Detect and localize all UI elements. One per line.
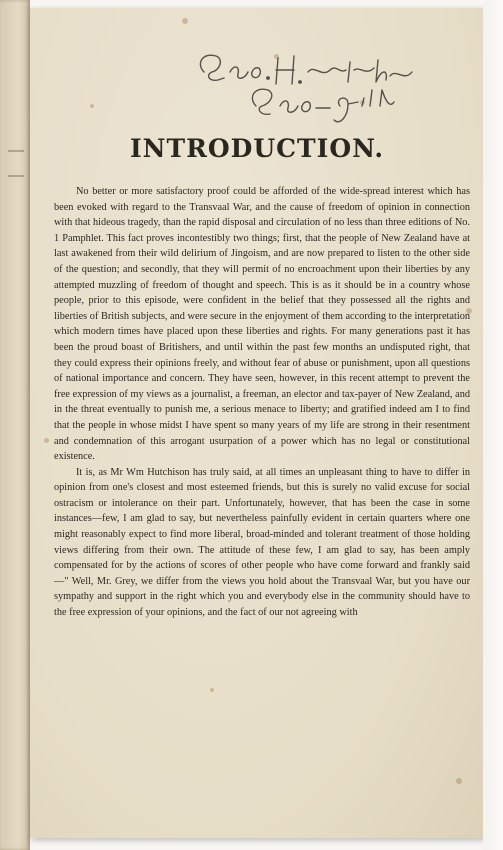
photo-margin: [483, 0, 503, 850]
facing-page-edge: [0, 0, 30, 850]
handwritten-inscription: [190, 42, 470, 132]
foxing-spot: [90, 104, 94, 108]
paragraph-2: It is, as Mr Wm Hutchison has truly said, at all times an unpleasant thing to have to differ in opinion from one's closest and most esteemed friends, but this is surely no valid excuse for social ostracism or intolerance on their part. Unfortunately, however, that has been the case in some instances—few, I am glad to say, but nevertheless painfully evident in certain quarters where one might reasonably expect to find more liberal, broad-minded and tolerant treatment of those holding views differing from their own. The attitude of these few, I am glad to say, has been amply compensated for by the actions of scores of other people who have come forward and frankly said—" Well, Mr. Grey, we differ from the views you hold about the Transvaal War, but you have our sympathy and support in the right which you and everybody else in the community should have to the free expression of your opinions, and the fact of our not agreeing with: [54, 466, 470, 619]
show-through-mark: [8, 175, 24, 177]
page-title: INTRODUCTION.: [129, 134, 385, 163]
foxing-spot: [456, 778, 462, 784]
foxing-spot: [182, 18, 188, 24]
show-through-mark: [8, 150, 24, 152]
foxing-spot: [210, 688, 214, 692]
paragraph-1: No better or more satisfactory proof could be afforded of the wide-spread interest which has been evoked with regard to the Transvaal War, and the cause of freedom of opinion in connection with that hideous tragedy, than the rapid disposal and circulation of no less than three editions of No. 1 Pamphlet. This fact proves incontestibly two things; first, that the people of New Zealand have at last awakened from their wild delirium of Jingoism, and are now prepared to listen to the other side of the question; and secondly, that they will permit of no encroachment upon their liberties by any attempted muzzling of freedom of thought and speech. This is as it should be in a country whose people, prior to this episode, were confident in the belief that they possessed all the rights and liberties of British subjects, and were secure in the enjoyment of them according to the interpretation which modern times have placed upon these liberties and rights. For many generations past it has been the proud boast of Britishers, and until within the past few months an undisputed right, that they could express their opinions freely, and without fear of abuse or punishment, upon all questions of national importance and concern. They have seen, however, in this recent attempt to prevent the free expression of my views as a journalist, a freeman, an elector and tax-payer of New Zealand, and in the threat eventually to punish me, a serious menace to liberty; and gratified indeed am I to find that the people in whose midst I have spent so many years of my life are strong in their resentment and condemnation of this arrogant usurpation of a power which has no legal or constitutional existence.: [54, 186, 470, 463]
foxing-spot: [44, 438, 49, 443]
body-text: [54, 184, 470, 621]
pamphlet-page: [30, 8, 484, 838]
